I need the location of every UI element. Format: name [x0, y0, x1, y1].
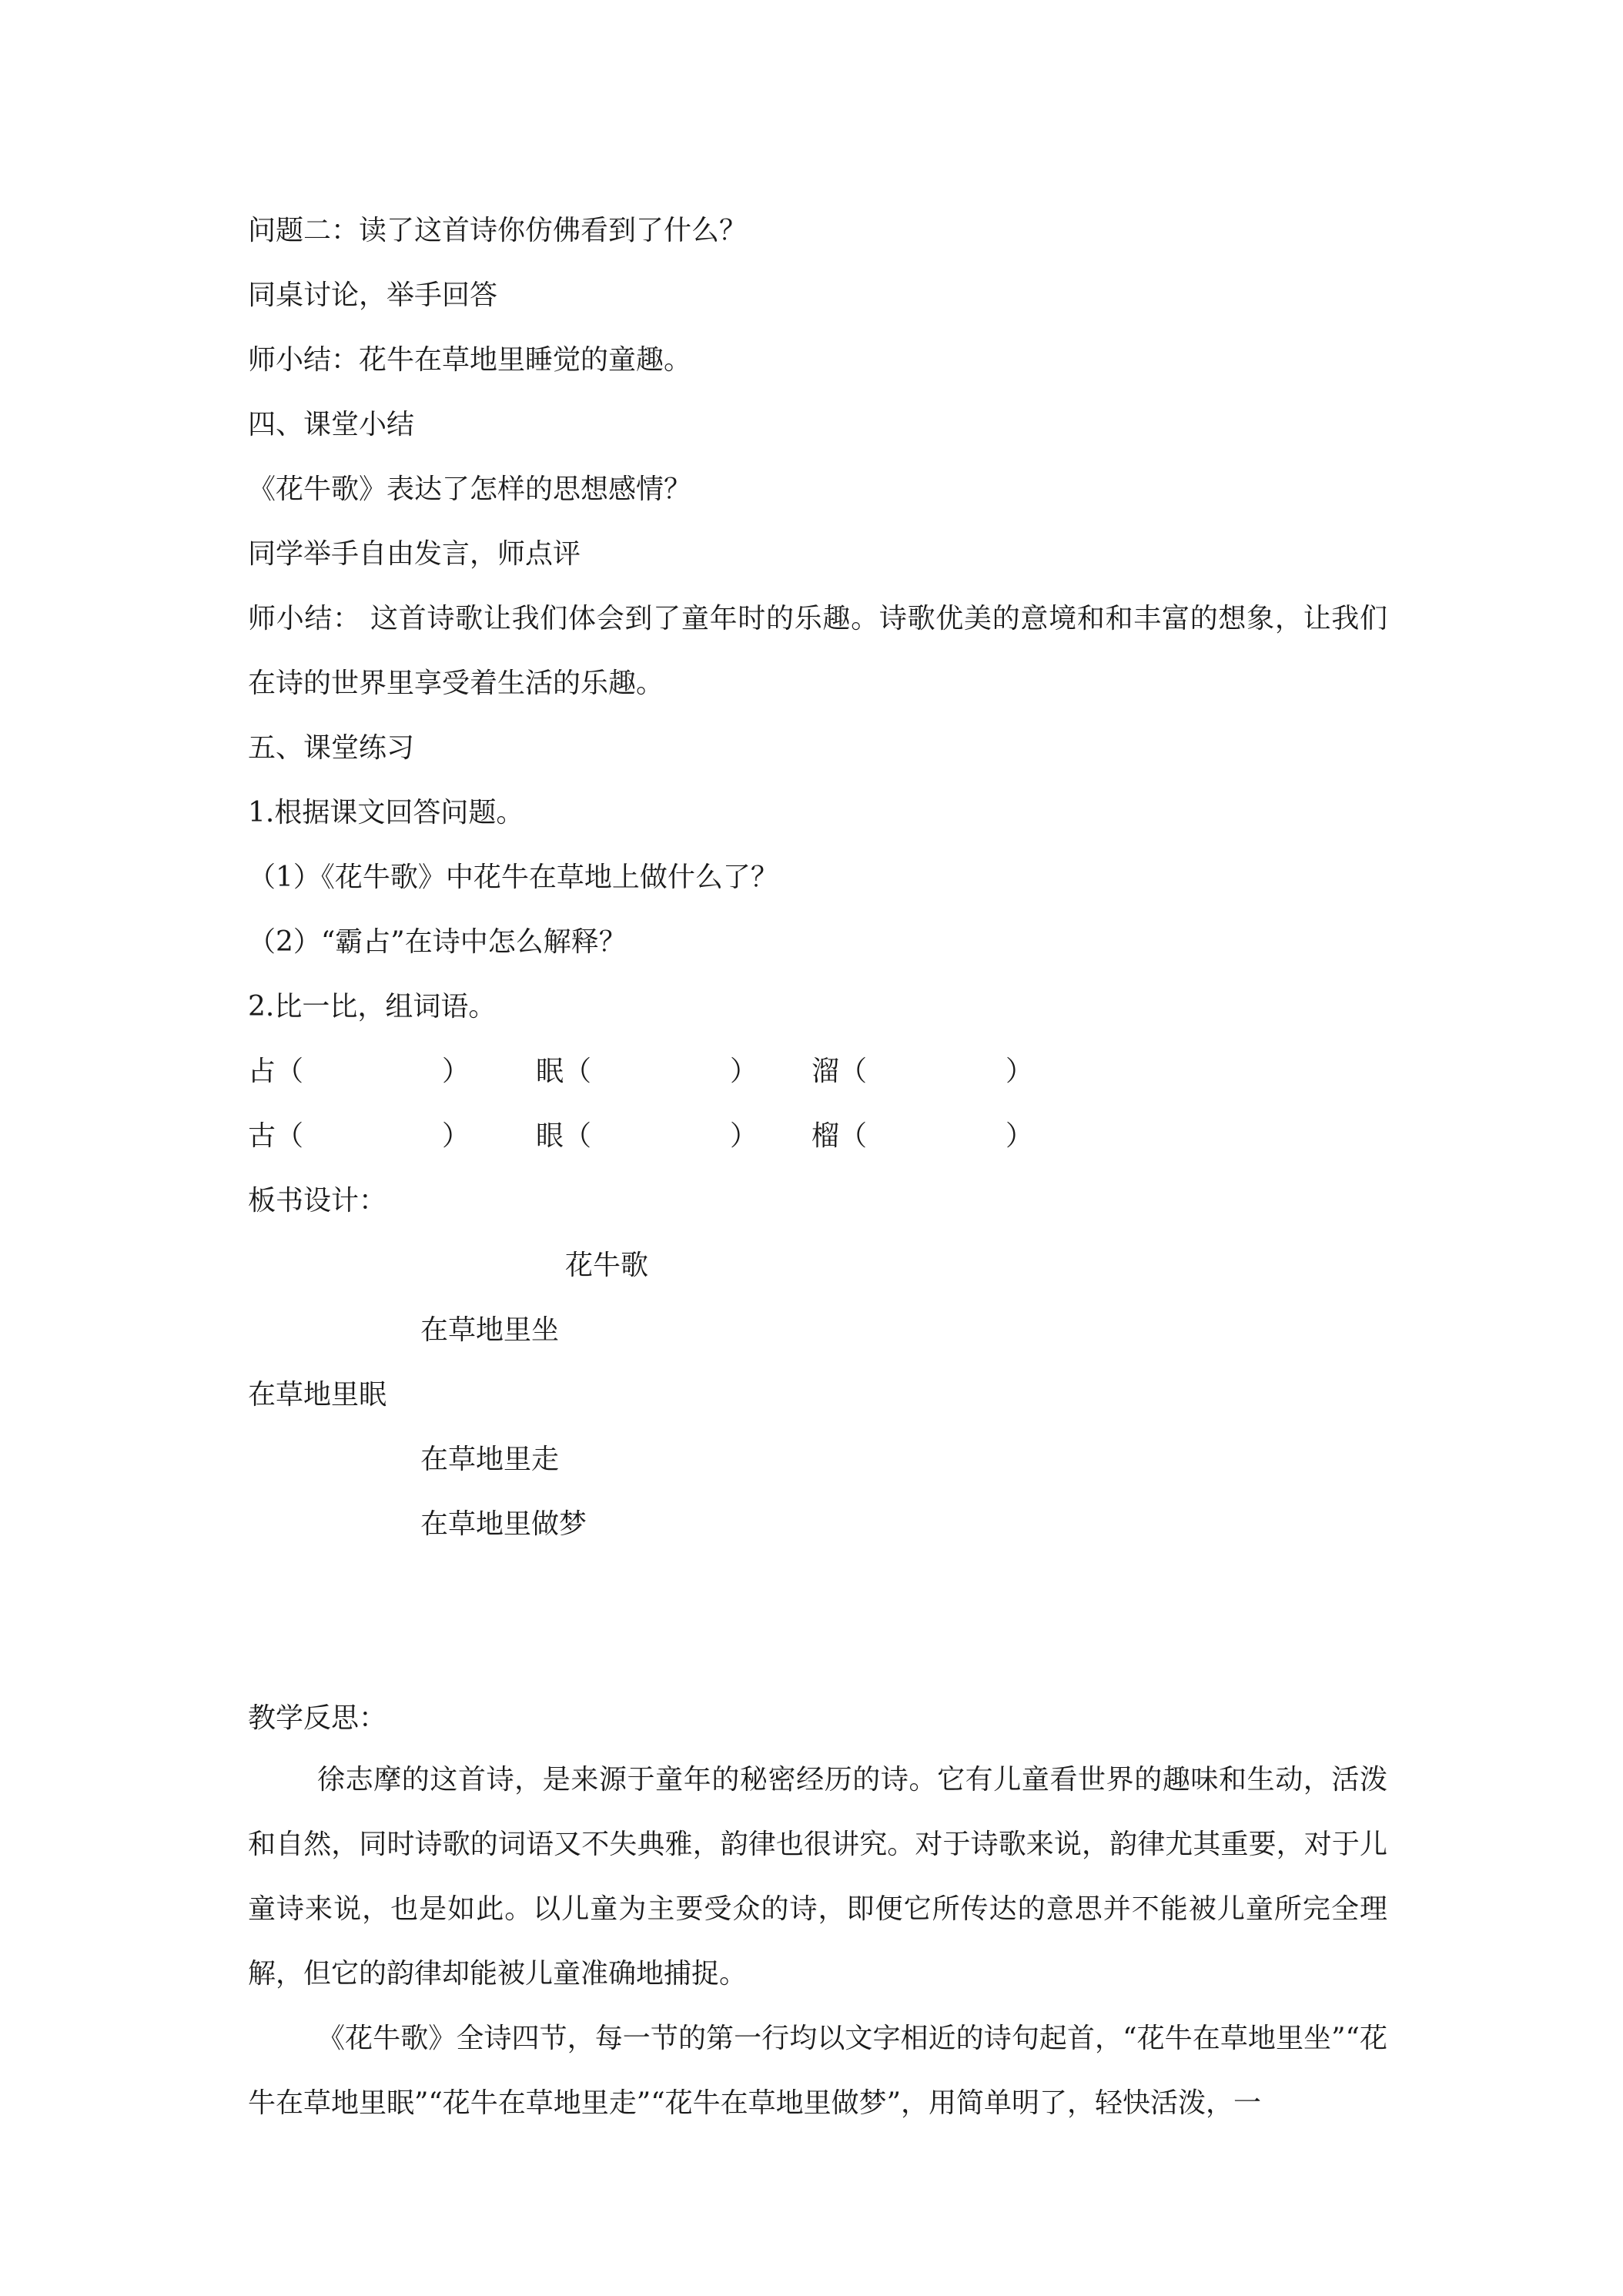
board-line: 在草地里做梦 — [420, 1508, 587, 1540]
board-title: 花牛歌 — [565, 1250, 649, 1281]
compare-item: 古（ ） — [248, 1120, 470, 1152]
board-line: 在草地里眠 — [248, 1379, 387, 1411]
teacher-summary-2: 师小结： 这首诗歌让我们体会到了童年时的乐趣。诗歌优美的意境和和丰富的想象，让我们在诗的世界里享受着生活的乐趣。 — [248, 603, 1387, 699]
exercise-two: 2.比一比，组词语。 — [248, 991, 497, 1022]
discussion-note: 同桌讨论，举手回答 — [248, 279, 498, 311]
board-line: 在草地里走 — [420, 1444, 560, 1475]
reflection-paragraph-1: 徐志摩的这首诗，是来源于童年的秘密经历的诗。它有儿童看世界的趣味和生动，活泼和自然，同时诗歌的词语又不失典雅，韵律也很讲究。对于诗歌来说，韵律尤其重要，对于儿童诗来说，也是如此。以儿童为主要受众的诗，即便它所传达的意思并不能被儿童所完全理解，但它的韵律却能被儿童准确地捕捉。 — [248, 1764, 1387, 1990]
board-design-label: 板书设计： — [248, 1185, 387, 1217]
exercise-one-b: （2）“霸占”在诗中怎么解释？ — [248, 926, 627, 958]
compare-item: 榴（ ） — [812, 1120, 1034, 1152]
compare-item: 眼（ ） — [536, 1120, 758, 1152]
compare-item: 眠（ ） — [536, 1056, 758, 1087]
student-speak-note: 同学举手自由发言，师点评 — [248, 538, 581, 570]
exercise-one-a: （1）《花牛歌》中花牛在草地上做什么了？ — [248, 862, 778, 893]
summary-question: 《花牛歌》表达了怎样的思想感情？ — [248, 474, 692, 505]
section-five-heading: 五、课堂练习 — [248, 732, 415, 764]
exercise-one: 1.根据课文回答问题。 — [248, 797, 524, 828]
teacher-summary-1: 师小结：花牛在草地里睡觉的童趣。 — [248, 344, 692, 376]
compare-item: 占（ ） — [248, 1056, 470, 1087]
question-two: 问题二：读了这首诗你仿佛看到了什么？ — [248, 215, 748, 246]
section-four-heading: 四、课堂小结 — [248, 409, 415, 440]
board-line: 在草地里坐 — [420, 1314, 560, 1346]
compare-item: 溜（ ） — [812, 1056, 1034, 1087]
reflection-heading: 教学反思： — [248, 1702, 387, 1734]
reflection-paragraph-2: 《花牛歌》全诗四节，每一节的第一行均以文字相近的诗句起首，“花牛在草地里坐”“花牛在草地里眠”“花牛在草地里走”“花牛在草地里做梦”，用简单明了，轻快活泼，一 — [248, 2023, 1387, 2119]
